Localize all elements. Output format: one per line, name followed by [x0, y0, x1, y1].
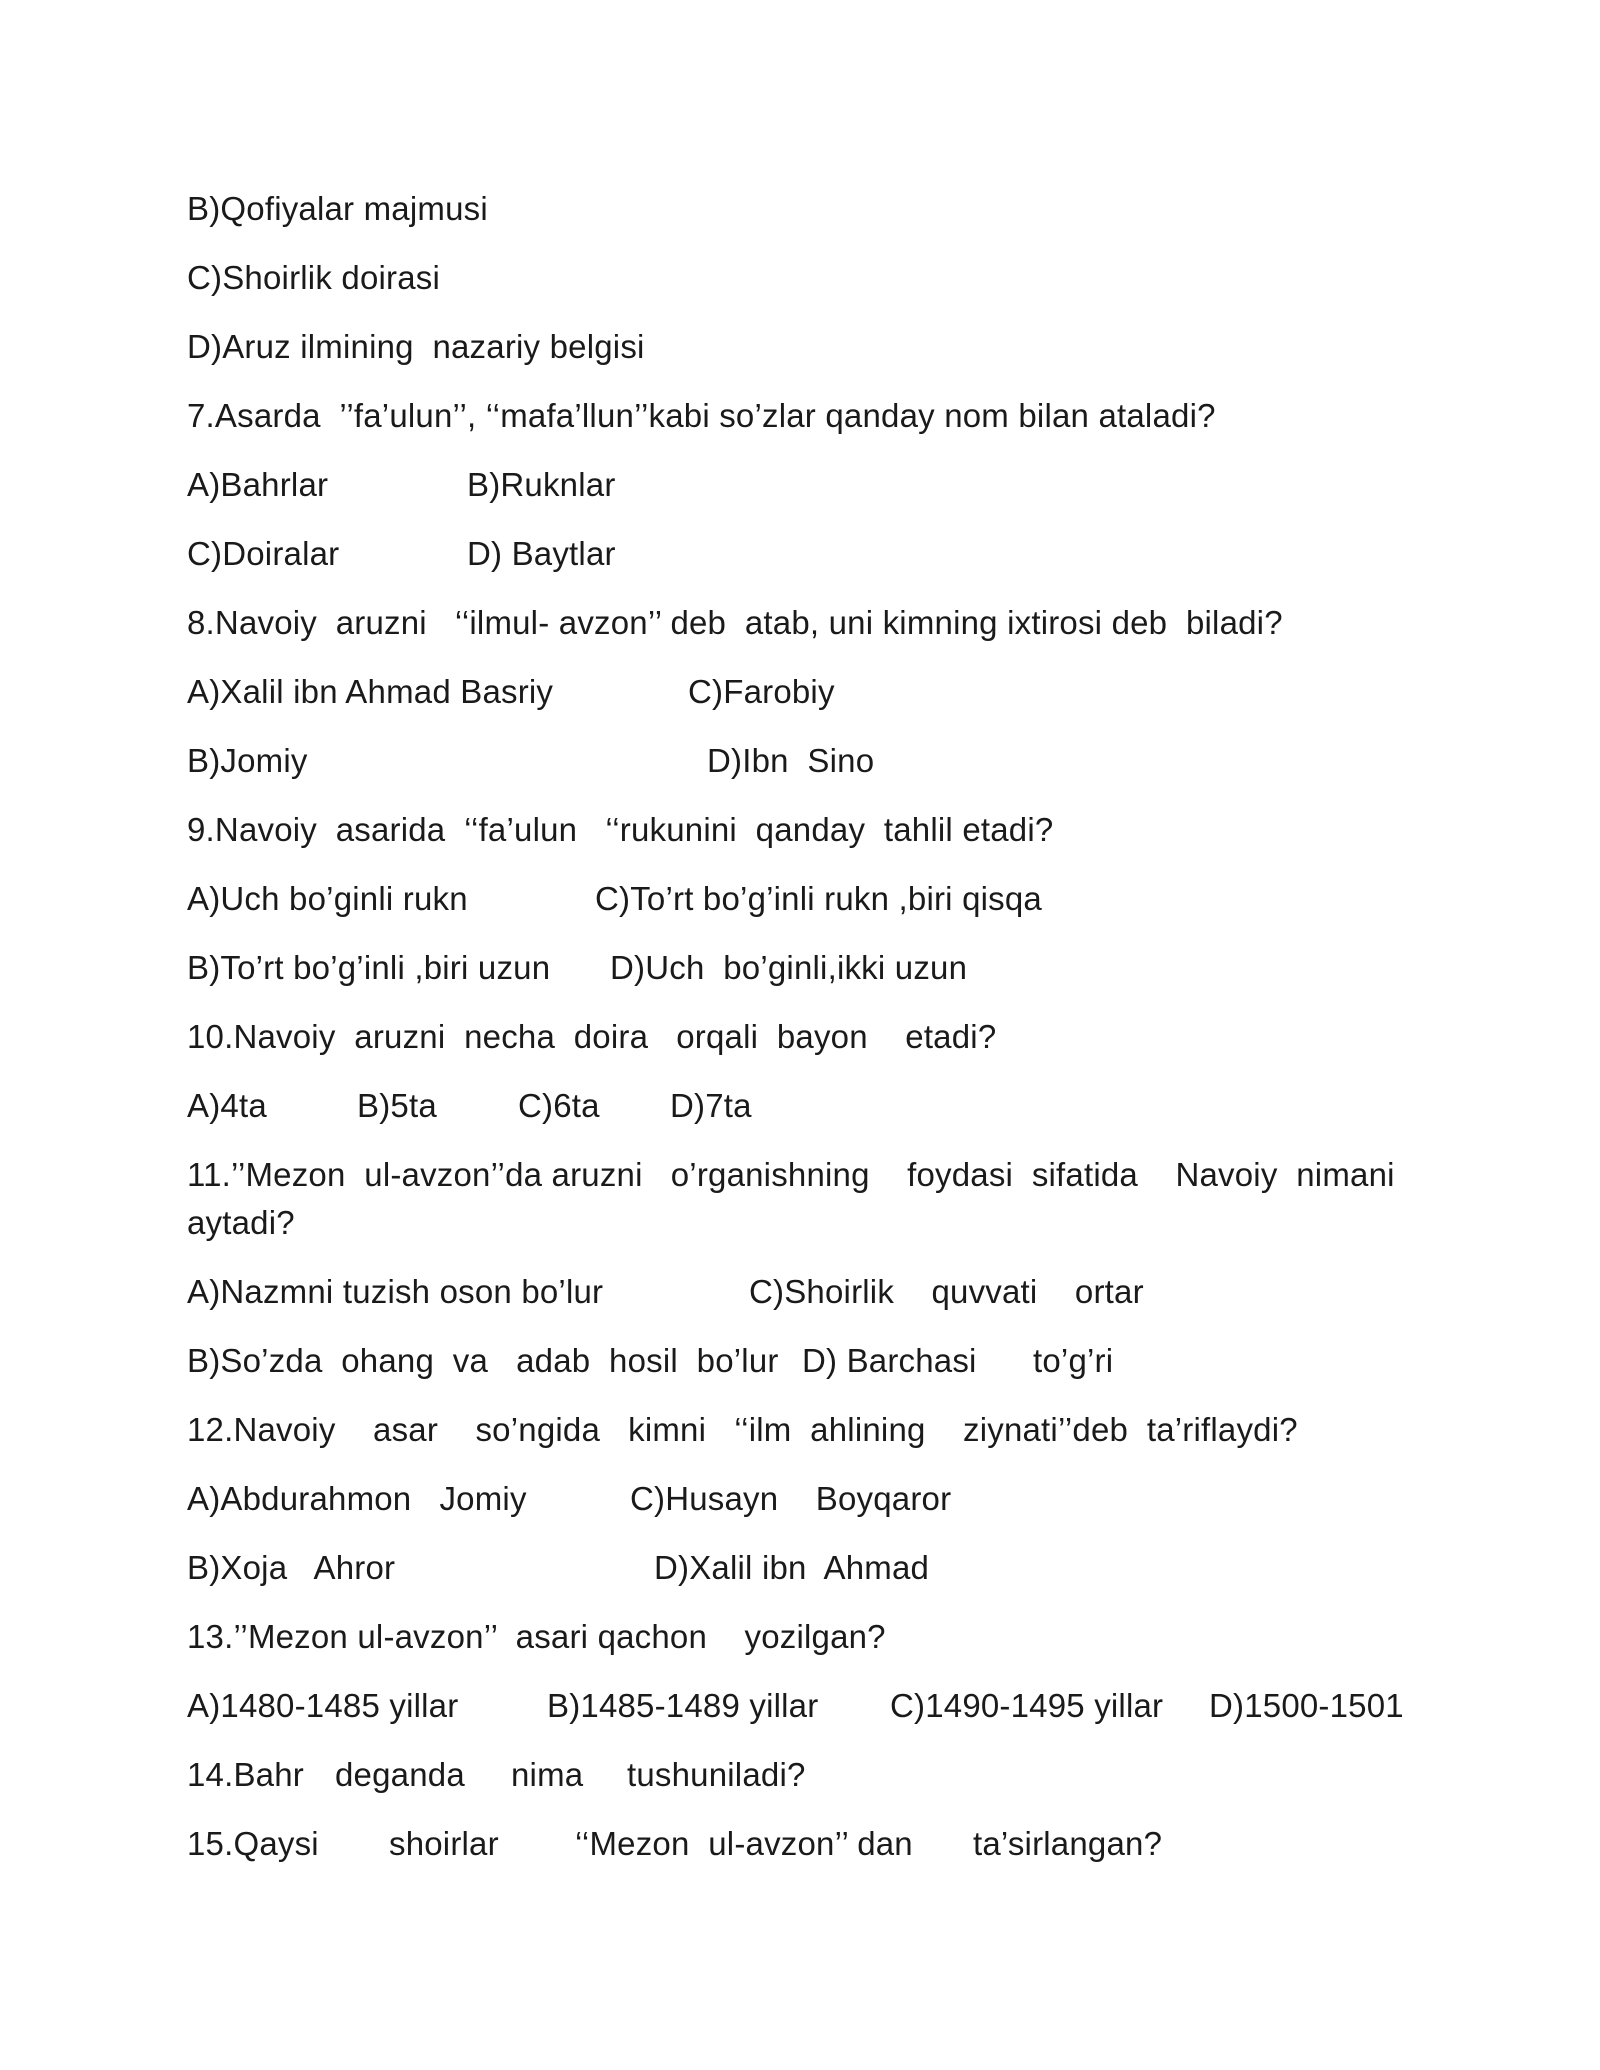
option-text: A)Xalil ibn Ahmad Basriy	[187, 673, 554, 710]
option-text: D) Baytlar	[467, 535, 616, 572]
option-text: A)Nazmni tuzish oson bo’lur	[187, 1273, 604, 1310]
option-text: A)Uch bo’ginli rukn	[187, 880, 468, 917]
option-text: C)Farobiy	[688, 673, 835, 710]
option-text: D) Barchasi	[802, 1342, 977, 1379]
answer-line	[0, 1269, 1600, 1315]
option-text: D)Xalil ibn Ahmad	[654, 1549, 930, 1586]
question-text: 9.Navoiy asarida ‘‘fa’ulun ‘‘rukunini qanday tahlil etadi?	[187, 811, 1054, 848]
answer-line	[0, 876, 1600, 922]
option-text: A)4ta	[187, 1087, 267, 1124]
option-text: D)1500-1501	[1209, 1687, 1404, 1724]
question-text: 13.’’Mezon ul-avzon’’ asari qachon yozilgan?	[187, 1618, 886, 1655]
question-line	[0, 600, 1600, 646]
answer-line	[0, 255, 1600, 301]
answer-line	[0, 1683, 1600, 1729]
option-text: A)1480-1485 yillar	[187, 1687, 459, 1724]
option-text: C)Doiralar	[187, 535, 340, 572]
question-text: deganda	[335, 1756, 465, 1793]
answer-line	[0, 1476, 1600, 1522]
option-text: B)Jomiy	[187, 742, 308, 779]
option-text: C)To’rt bo’g’inli rukn ,biri qisqa	[595, 880, 1042, 917]
question-text: tushuniladi?	[627, 1756, 806, 1793]
question-line	[0, 1014, 1600, 1060]
answer-line	[0, 738, 1600, 784]
option-text: B)Ruknlar	[467, 466, 616, 503]
option-text: D)Uch bo’ginli,ikki uzun	[610, 949, 968, 986]
question-text: 14.Bahr	[187, 1756, 304, 1793]
answer-line	[0, 1083, 1600, 1129]
question-line	[0, 807, 1600, 853]
option-text: D)Aruz ilmining nazariy belgisi	[187, 328, 645, 365]
option-text: to’g’ri	[1033, 1342, 1114, 1379]
option-text: D)7ta	[670, 1087, 752, 1124]
question-text: ta’sirlangan?	[973, 1825, 1163, 1862]
question-text: 11.’’Mezon ul-avzon’’da aruzni o’rganishning foydasi sifatida Navoiy nimani	[187, 1156, 1395, 1193]
option-text: B)So’zda ohang va adab hosil bo’lur	[187, 1342, 779, 1379]
answer-line	[0, 945, 1600, 991]
question-text: 12.Navoiy asar so’ngida kimni ‘‘ilm ahlining ziynati’’deb ta’riflaydi?	[187, 1411, 1298, 1448]
question-line	[0, 1200, 1600, 1246]
option-text: B)To’rt bo’g’inli ,biri uzun	[187, 949, 551, 986]
question-line	[0, 1614, 1600, 1660]
question-text: 15.Qaysi	[187, 1825, 319, 1862]
question-line	[0, 1407, 1600, 1453]
option-text: B)1485-1489 yillar	[547, 1687, 819, 1724]
question-line	[0, 1821, 1600, 1867]
question-line	[0, 1752, 1600, 1798]
question-text: shoirlar	[389, 1825, 499, 1862]
answer-line	[0, 1545, 1600, 1591]
answer-line	[0, 462, 1600, 508]
answer-line	[0, 186, 1600, 232]
option-text: D)Ibn Sino	[707, 742, 875, 779]
question-line	[0, 393, 1600, 439]
option-text: C)Shoirlik doirasi	[187, 259, 441, 296]
question-text: 10.Navoiy aruzni necha doira orqali bayon etadi?	[187, 1018, 997, 1055]
option-text: C)1490-1495 yillar	[890, 1687, 1164, 1724]
option-text: A)Abdurahmon Jomiy	[187, 1480, 527, 1517]
option-text: B)Xoja Ahror	[187, 1549, 396, 1586]
answer-line	[0, 669, 1600, 715]
option-text: B)Qofiyalar majmusi	[187, 190, 488, 227]
option-text: C)Shoirlik quvvati ortar	[749, 1273, 1144, 1310]
answer-line	[0, 531, 1600, 577]
question-text: 8.Navoiy aruzni ‘‘ilmul- avzon’’ deb atab, uni kimning ixtirosi deb biladi?	[187, 604, 1283, 641]
question-text: ‘‘Mezon ul-avzon’’ dan	[575, 1825, 913, 1862]
question-text: 7.Asarda ’’fa’ulun’’, ‘‘mafa’llun’’kabi so’zlar qanday nom bilan ataladi?	[187, 397, 1216, 434]
question-line	[0, 1152, 1600, 1198]
option-text: C)6ta	[518, 1087, 600, 1124]
question-text: nima	[511, 1756, 584, 1793]
option-text: B)5ta	[357, 1087, 437, 1124]
answer-line	[0, 324, 1600, 370]
answer-line	[0, 1338, 1600, 1384]
option-text: C)Husayn Boyqaror	[630, 1480, 952, 1517]
option-text: A)Bahrlar	[187, 466, 329, 503]
question-text: aytadi?	[187, 1204, 295, 1241]
